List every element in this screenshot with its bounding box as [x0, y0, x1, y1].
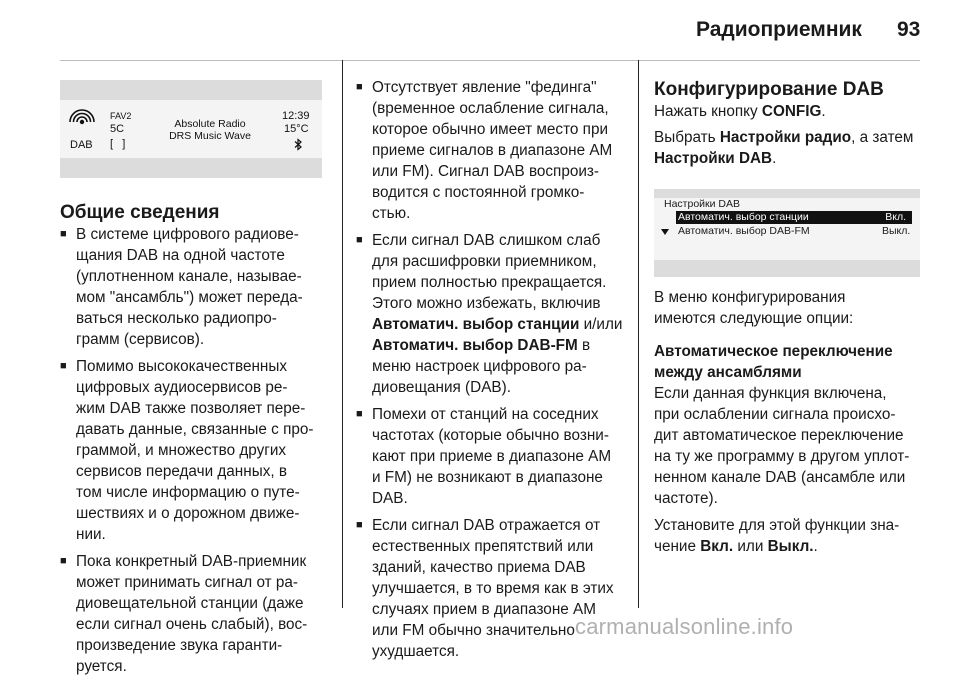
- screen-title: Настройки DAB: [664, 198, 740, 210]
- page-number: 93: [897, 18, 921, 41]
- menu-row-auto-dab-fm-value: Выкл.: [882, 225, 911, 237]
- header-rule: [60, 60, 920, 61]
- dab-signal-icon: [68, 108, 96, 130]
- menu-row-auto-dab-fm: Автоматич. выбор DAB-FM: [678, 225, 810, 237]
- column-left: [60, 202, 336, 677]
- temperature: 15°C: [284, 123, 309, 135]
- bullet-item: ■ Помехи от станций на соседних частотах (которые обычно возни- кают при приеме в диапазоне АМ и FM) не возникают в диапазоне DAB.: [356, 404, 634, 509]
- page-header-title: Радиоприемник: [696, 18, 862, 41]
- bullet-item: ■ Помимо высококачественных цифровых аудиосервисов ре- жим DAB также позволяет пере- давать данные, связанные с про- граммой, и множество других сервисов передачи данных, в том числе информацию о путе- шествиях и о дорожном движе- нии.: [60, 356, 336, 545]
- menu-option-auto-dab-fm: Автоматич. выбор DAB-FM: [372, 337, 578, 354]
- subheading-ensemble-switch: Автоматическое переключение: [654, 343, 893, 360]
- column-right: Конфигурирование DAB Нажать кнопку CONFIG. Выбрать Настройки радио, а затем Настройки DAB.: [654, 79, 924, 169]
- dab-settings-screen: [654, 198, 920, 260]
- column-divider-1: [342, 60, 343, 608]
- radio-display-screen: [60, 100, 322, 158]
- watermark-text: carmanualsonline.info: [575, 614, 794, 639]
- section-heading-dab-config: Конфигурирование DAB: [654, 79, 884, 100]
- bullet-item: ■ Отсутствует явление "фединга" (временное ослабление сигнала, которое обычно имеет место при приеме сигналов в диапазоне АМ или FM). Сигнал DAB воспроиз- водится с постоянной громко- стью.: [356, 77, 634, 224]
- config-button-ref: CONFIG: [761, 103, 822, 120]
- section-heading-general: Общие сведения: [60, 202, 220, 223]
- bullet-item: ■ Если сигнал DAB слишком слаб для расшифровки приемником, прием полностью прекращается. Этого можно избежать, включив Автоматич. выбор станции и/или Автоматич. выбор DAB-FM в меню настроек цифрового ра- диовещания (DAB).: [356, 230, 634, 398]
- bullet-item: ■ Пока конкретный DAB-приемник может принимать сигнал от ра- диовещательной станции (даже если сигнал очень слабый), вос- произведение звука гаранти- руется.: [60, 551, 336, 677]
- radio-display-image: [60, 80, 322, 178]
- scroll-down-arrow-icon: [661, 229, 669, 235]
- column-divider-2: [638, 60, 639, 608]
- station-name: Absolute Radio: [174, 118, 246, 130]
- dab-settings-screen-image: [654, 189, 920, 277]
- column-middle: [356, 77, 634, 662]
- column-right-lower: В меню конфигурирования имеются следующие опции: Автоматическое переключение между ансамблями Если данная функция включена, при ослаблении сигнала происхо- дит автоматическое переключение на ту же программу в другом уплот- ненном канале DAB (ансамбле или частоте). Установите для этой функции зна- чение Вкл. или Выкл..: [654, 287, 924, 557]
- menu-row-auto-station: Автоматич. выбор станции Вкл.: [676, 211, 912, 224]
- clock: 12:39: [282, 110, 310, 122]
- bullet-item: ■ Если сигнал DAB отражается от естественных препятствий или зданий, качество приема DAB улучшается, в то время как в этих случаях прием в диапазоне АМ или FM обычно значительно ухудшается.: [356, 515, 634, 662]
- preset-brackets: [ ]: [110, 138, 126, 150]
- bluetooth-icon: [293, 138, 303, 151]
- favourite-label: FAV2: [110, 111, 132, 121]
- bullet-item: ■ В системе цифрового радиове- щания DAB на одной частоте (уплотненном канале, называе- мом "ансамбль") может переда- ваться несколько радиопро- грамм (сервисов).: [60, 224, 336, 350]
- band-label: DAB: [70, 139, 93, 151]
- station-service: DRS Music Wave: [169, 130, 251, 142]
- menu-option-auto-station: Автоматич. выбор станции: [372, 316, 580, 333]
- preset-label: 5C: [110, 123, 125, 135]
